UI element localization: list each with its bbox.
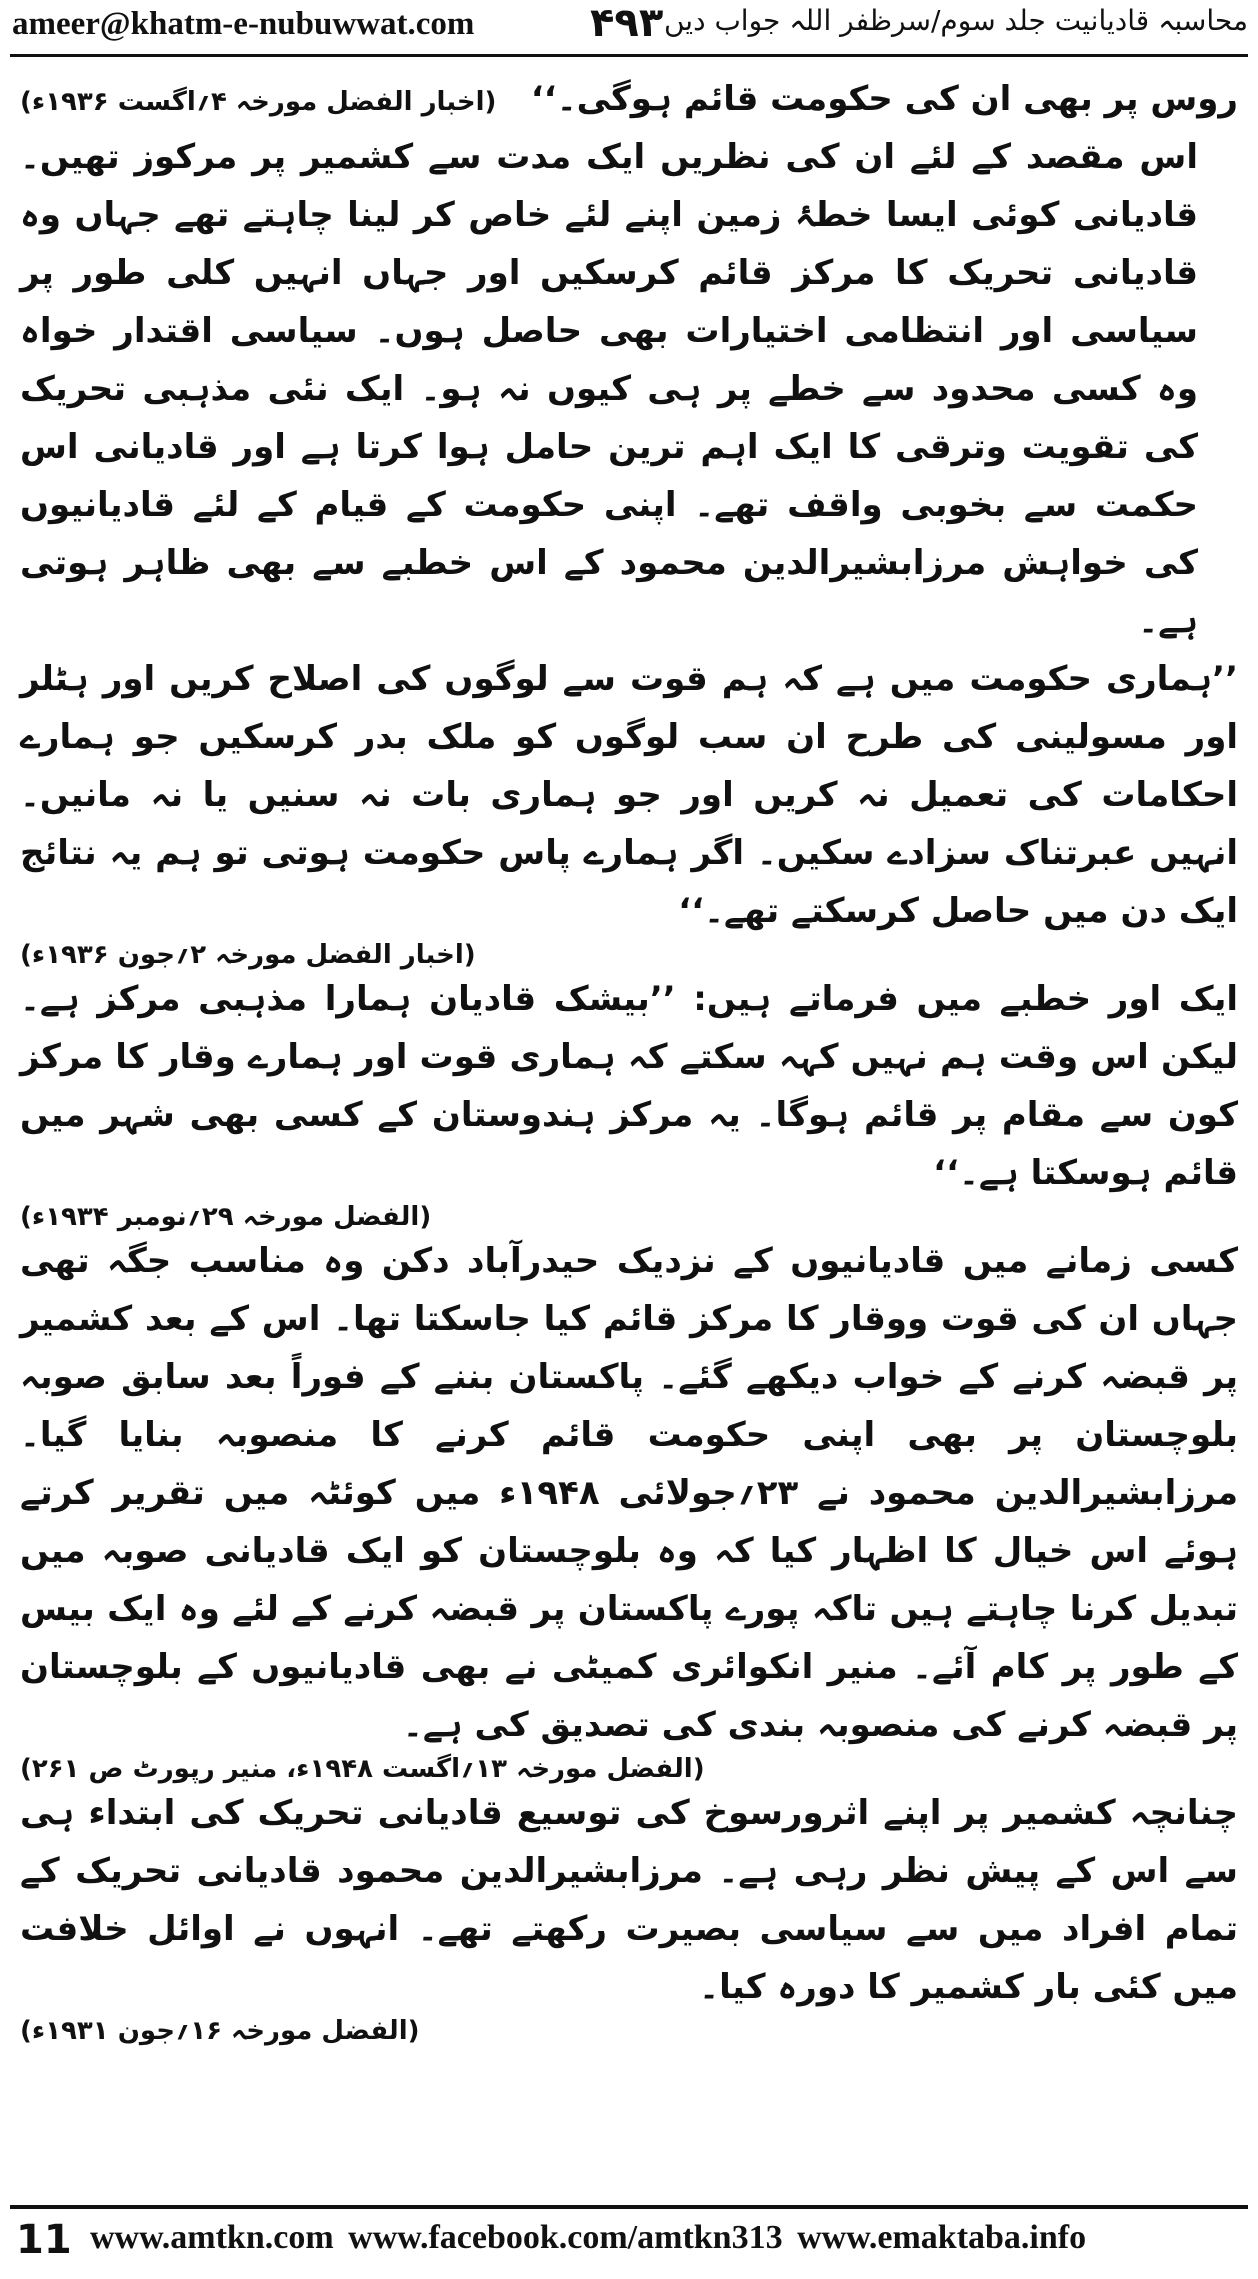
citation-row	[20, 1754, 1238, 1784]
paragraph-5	[20, 1232, 1238, 1754]
paragraph-text: روس پر بھی ان کی حکومت قائم ہوگی۔‘‘	[530, 79, 1238, 119]
paragraph-text: ’’ہماری حکومت میں ہے کہ ہم قوت سے لوگوں کی اصلاح کریں اور ہٹلر اور مسولینی کی طرح ان سب لوگوں کو ملک بدر کرسکیں جو ہمارے احکامات کی تعمیل نہ کریں اور جو ہماری بات نہ سنیں یا نہ مانیں۔ انہیں عبرتناک سزادے سکیں۔ اگر ہمارے پاس حکومت ہوتی تو ہم یہ نتائج ایک دن میں حاصل کرسکتے تھے۔‘‘	[20, 659, 1238, 931]
paragraph-3	[20, 650, 1238, 940]
citation: (الفضل مورخہ ۱۶؍جون ۱۹۳۱ء)	[20, 2016, 420, 2046]
paragraph-4	[20, 970, 1238, 1202]
footer-urls: www.amtkn.com www.facebook.com/amtkn313 www.emaktaba.info	[90, 2219, 1087, 2256]
page-footer	[0, 2205, 1258, 2265]
paragraph-2: اس مقصد کے لئے ان کی نظریں ایک مدت سے کشمیر پر مرکوز تھیں۔ قادیانی کوئی ایسا خطۂ زمین اپنے لئے خاص کر لینا چاہتے تھے جہاں وہ قادیانی تحریک کا مرکز قائم کرسکیں اور جہاں انہیں کلی طور پر سیاسی اور انتظامی اختیارات بھی حاصل ہوں۔ سیاسی اقتدار خواہ وہ کسی محدود سے خطے پر ہی کیوں نہ ہو۔ ایک نئی مذہبی تحریک کی تقویت وترقی کا ایک اہم ترین حامل ہوا کرتا ہے اور قادیانی اس حکمت سے بخوبی واقف تھے۔ اپنی حکومت کے قیام کے لئے قادیانیوں کی خواہش مرزابشیرالدین محمود کے اس خطبے سے بھی ظاہر ہوتی ہے۔	[20, 137, 1198, 641]
citation-row	[20, 1202, 1238, 1232]
paragraph-1	[20, 70, 1238, 128]
page-number: ۴۹۳	[590, 0, 664, 46]
running-title: محاسبہ قادیانیت جلد سوم/سرظفر اللہ جواب دیں	[663, 4, 1248, 37]
page-header	[0, 0, 1258, 52]
citation: (الفضل مورخہ ۱۳؍اگست ۱۹۴۸ء، منیر رپورٹ ص ۲۶۱)	[20, 1754, 705, 1784]
paragraph-text: کسی زمانے میں قادیانیوں کے نزدیک حیدرآباد دکن وہ مناسب جگہ تھی جہاں ان کی قوت ووقار کا مرکز قائم کیا جاسکتا تھا۔ اس کے بعد کشمیر پر قبضہ کرنے کے خواب دیکھے گئے۔ پاکستان بننے کے فوراً بعد سابق صوبہ بلوچستان پر بھی اپنی حکومت قائم کرنے کا منصوبہ بنایا گیا۔ مرزابشیرالدین محمود نے ۲۳؍جولائی ۱۹۴۸ء میں کوئٹہ میں تقریر کرتے ہوئے اس خیال کا اظہار کیا کہ وہ بلوچستان کو ایک قادیانی صوبہ میں تبدیل کرنا چاہتے ہیں تاکہ پورے پاکستان پر قبضہ کرنے کے لئے وہ ایک بیس کے طور پر کام آئے۔ منیر انکوائری کمیٹی نے بھی قادیانیوں کے بلوچستان پر قبضہ کرنے کی منصوبہ بندی کی تصدیق کی ہے۔	[20, 1241, 1239, 1745]
page-body	[20, 70, 1238, 2180]
header-email: ameer@khatm-e-nubuwwat.com	[12, 6, 475, 42]
paragraph-text: ایک اور خطبے میں فرماتے ہیں: ’’بیشک قادیان ہمارا مذہبی مرکز ہے۔ لیکن اس وقت ہم نہیں کہہ سکتے کہ ہماری قوت اور ہمارے وقار کا مرکز کون سے مقام پر قائم ہوگا۔ یہ مرکز ہندوستان کے کسی بھی شہر میں قائم ہوسکتا ہے۔‘‘	[20, 979, 1238, 1193]
footer-rule	[10, 2205, 1248, 2209]
citation: (الفضل مورخہ ۲۹؍نومبر ۱۹۳۴ء)	[20, 1202, 432, 1232]
header-rule	[10, 54, 1248, 57]
paragraph-text: چنانچہ کشمیر پر اپنے اثرورسوخ کی توسیع قادیانی تحریک کی ابتداء ہی سے اس کے پیش نظر رہی ہے۔ مرزابشیرالدین محمود قادیانی تحریک کے تمام افراد میں سے سیاسی بصیرت رکھتے تھے۔ انہوں نے اوائل خلافت میں کئی بار کشمیر کا دورہ کیا۔	[20, 1793, 1238, 2007]
footer-serial: 11	[16, 2217, 72, 2263]
citation: (اخبار الفضل مورخہ ۲؍جون ۱۹۳۶ء)	[20, 940, 476, 970]
citation-row	[20, 940, 1238, 970]
citation-row	[20, 2016, 1238, 2046]
paragraph-6	[20, 1784, 1238, 2016]
citation: (اخبار الفضل مورخہ ۴؍اگست ۱۹۳۶ء)	[20, 87, 497, 117]
